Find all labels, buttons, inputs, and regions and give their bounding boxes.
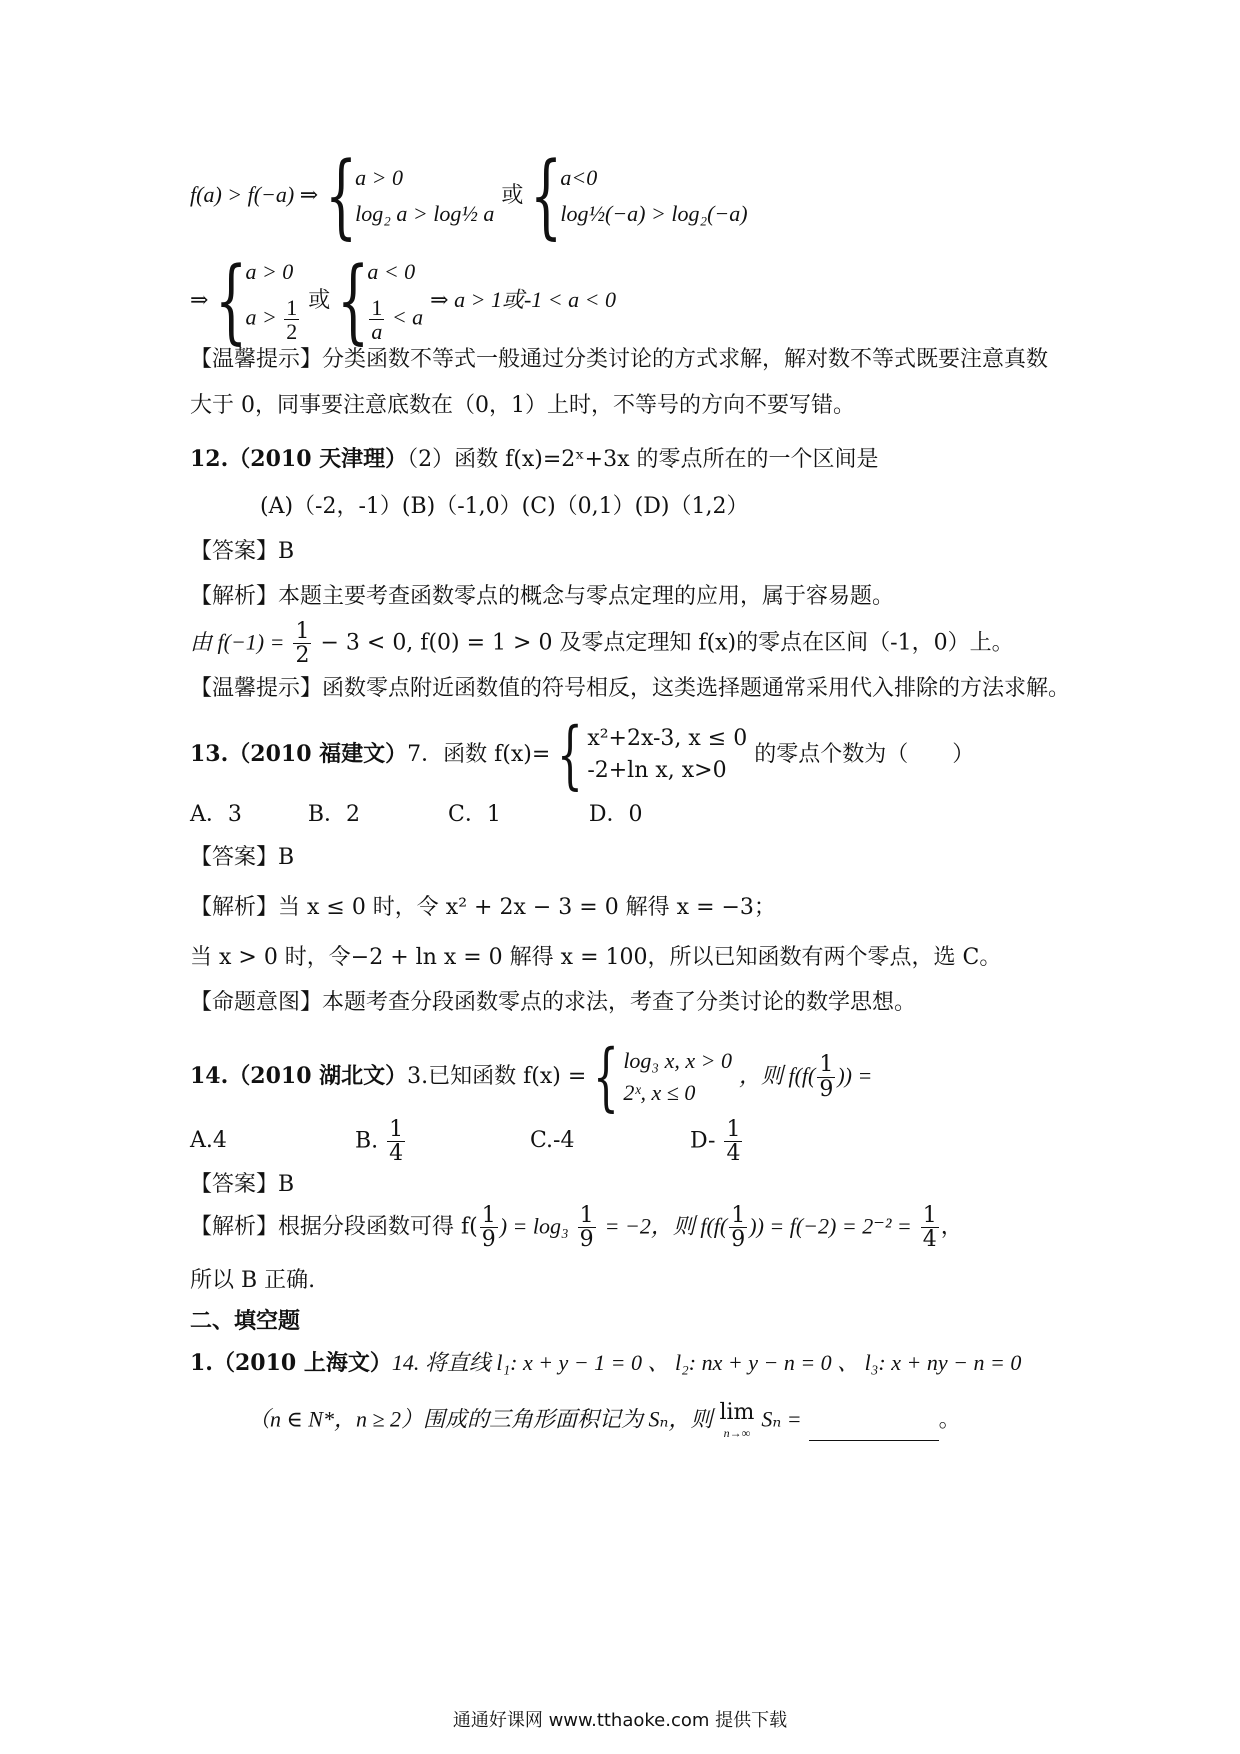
case-row: a > 0 [245, 259, 294, 285]
numerator: 1 [286, 294, 298, 320]
limit-subscript: n→∞ [723, 1426, 751, 1441]
case-row: a<0 [560, 164, 598, 190]
conclusion-text: 所以 B 正确. [190, 1268, 316, 1293]
denominator: 2 [286, 318, 298, 344]
question-options: (A)（-2，-1）(B)（-1,0）(C)（0,1）(D)（1,2） [260, 494, 749, 519]
denominator: 4 [389, 1141, 404, 1167]
calc-rhs: − 3 < 0, f(0) = 1 > 0 及零点定理知 f(x)的零点在区间（-1，0）上。 [320, 630, 1014, 656]
case-system-2 [530, 142, 748, 249]
denominator: a [371, 318, 383, 344]
option-c: C.-4 [530, 1128, 575, 1153]
fraction [817, 1053, 835, 1100]
question-text: 3.已知函数 f(x) = [407, 1064, 587, 1089]
question-12 [190, 446, 878, 473]
limit-label: lim [719, 1400, 755, 1425]
case-row: a > 0 [355, 164, 404, 190]
case-row: a < 0 [367, 259, 416, 285]
fraction [729, 1204, 747, 1251]
question-text-tail: ，则 f(f( [738, 1063, 816, 1088]
numerator: 1 [819, 1052, 834, 1078]
fill-question-1 [190, 1350, 1021, 1377]
fraction [387, 1118, 405, 1165]
question-head: 1.（2010 上海文） [190, 1350, 392, 1376]
denominator: 9 [579, 1227, 594, 1253]
numerator: 1 [726, 1117, 741, 1142]
numerator: 1 [295, 619, 310, 644]
analysis-text: 【解析】当 x ≤ 0 时，令 x² + 2x − 3 = 0 解得 x = −3； [190, 895, 776, 920]
question-text: 7．函数 f(x)= [407, 742, 551, 767]
denominator: 4 [726, 1141, 741, 1167]
question-text: （2）函数 f(x)=2ˣ+3x 的零点所在的一个区间是 [407, 447, 879, 472]
calc-lhs: 由 f(−1) = [190, 629, 285, 655]
denominator: 9 [731, 1227, 746, 1253]
question-13 [190, 712, 975, 798]
case-row: log½(−a) > log₂(−a) [560, 201, 748, 226]
case-row: log₂ a > log½ a [355, 201, 495, 226]
tip-text: 【温馨提示】分类函数不等式一般通过分类讨论的方式求解，解对数不等式既要注意真数 [190, 347, 1049, 372]
inequality-line-1 [190, 142, 748, 249]
case-system-1 [325, 142, 495, 249]
analysis-mid: ) = log₃ [499, 1213, 569, 1239]
intent-text: 【命题意图】本题考查分段函数零点的求法，考查了分类讨论的数学思想。 [190, 990, 917, 1015]
brace-icon: { [337, 247, 370, 354]
question-head: 12.（2010 天津理） [190, 446, 408, 472]
fraction [480, 1204, 498, 1251]
question-options: A．3 B．2 C．1 D．0 [190, 802, 643, 827]
denominator: 9 [819, 1076, 834, 1102]
question-head: 13.（2010 福建文） [190, 741, 408, 767]
answer-label: 【答案】B [190, 1172, 295, 1197]
brace-icon: { [325, 142, 358, 249]
denominator: 2 [295, 643, 310, 669]
limit-operator [719, 1400, 754, 1441]
analysis-end: ， [940, 1214, 963, 1240]
sentence-end: 。 [938, 1407, 961, 1433]
analysis-mid: = −2，则 f(f( [604, 1213, 728, 1239]
answer-label: 【答案】B [190, 845, 295, 870]
denominator: 9 [481, 1227, 496, 1253]
numerator: 1 [731, 1203, 746, 1228]
question-text-tail: 的零点个数为（ ） [754, 742, 975, 767]
option-d [690, 1118, 744, 1165]
option-d-label: D- [690, 1128, 716, 1154]
fraction [921, 1204, 939, 1251]
brace-icon: { [530, 142, 563, 249]
case-system-3 [215, 247, 301, 354]
piecewise-system [593, 1034, 732, 1120]
case-row [367, 296, 423, 343]
question-text: 14. 将直线 l₁: x + y − 1 = 0 、 l₂: nx + y − n = 0 、 l₃: x + ny − n = 0 [391, 1350, 1022, 1375]
tip-text: 大于 0，同事要注意底数在（0，1）上时，不等号的方向不要写错。 [190, 393, 855, 418]
piecewise-row: log₃ x, x > 0 [623, 1047, 732, 1073]
piecewise-row: -2+ln x, x>0 [587, 758, 727, 783]
numerator: 1 [579, 1203, 594, 1228]
case-row-rhs: < a [391, 304, 424, 330]
limit-body: Sₙ = [761, 1406, 802, 1432]
brace-icon: { [593, 1034, 620, 1120]
or-word: 或 [501, 183, 524, 208]
answer-label: 【答案】B [190, 539, 295, 564]
numerator: 1 [371, 294, 383, 320]
analysis-line [190, 1204, 963, 1251]
piecewise-system [557, 712, 748, 798]
calculation-line [190, 620, 1014, 667]
analysis-mid: )) = f(−2) = 2⁻² = [749, 1213, 912, 1239]
option-a: A.4 [190, 1128, 227, 1153]
answer-blank [809, 1420, 939, 1441]
analysis-text: 当 x > 0 时，令−2 + ln x = 0 解得 x = 100，所以已知函数有两个零点，选 C。 [190, 945, 1002, 970]
numerator: 1 [481, 1203, 496, 1228]
option-b [355, 1118, 407, 1165]
case-system-4 [337, 247, 424, 354]
question-head: 14.（2010 湖北文） [190, 1063, 408, 1089]
fraction [724, 1118, 742, 1165]
result-expression: ⇒ a > 1或-1 < a < 0 [430, 287, 616, 312]
or-word: 或 [308, 288, 331, 313]
inequality-lhs: f(a) > f(−a) ⇒ [190, 182, 319, 207]
analysis-pre: 【解析】根据分段函数可得 f( [190, 1214, 478, 1240]
fill-question-1-line2 [248, 1400, 961, 1441]
numerator: 1 [922, 1203, 937, 1228]
question-text: （n ∈ N*，n ≥ 2）围成的三角形面积记为 Sₙ，则 [248, 1406, 713, 1432]
piecewise-row: 2ˣ, x ≤ 0 [623, 1080, 696, 1105]
section-heading: 二、填空题 [190, 1308, 301, 1334]
inequality-line-2 [190, 247, 616, 354]
option-b-label: B. [355, 1128, 379, 1154]
fraction [578, 1204, 596, 1251]
analysis-text: 【解析】本题主要考查函数零点的概念与零点定理的应用，属于容易题。 [190, 584, 895, 609]
question-text-end: )) = [837, 1063, 873, 1088]
fraction [369, 296, 384, 343]
case-row-lhs: a > [245, 304, 277, 330]
brace-icon: { [557, 712, 584, 798]
piecewise-row: x²+2x-3, x ≤ 0 [587, 725, 748, 751]
numerator: 1 [389, 1117, 404, 1142]
case-row [245, 296, 301, 343]
fraction [284, 296, 299, 343]
page-footer: 通通好课网 www.tthaoke.com 提供下载 [452, 1710, 788, 1731]
tip-text: 【温馨提示】函数零点附近函数值的符号相反，这类选择题通常采用代入排除的方法求解。 [190, 676, 1071, 701]
question-14 [190, 1034, 873, 1120]
brace-icon: { [215, 247, 248, 354]
implies-arrow: ⇒ [190, 287, 209, 312]
denominator: 4 [922, 1227, 937, 1253]
fraction [293, 620, 311, 667]
